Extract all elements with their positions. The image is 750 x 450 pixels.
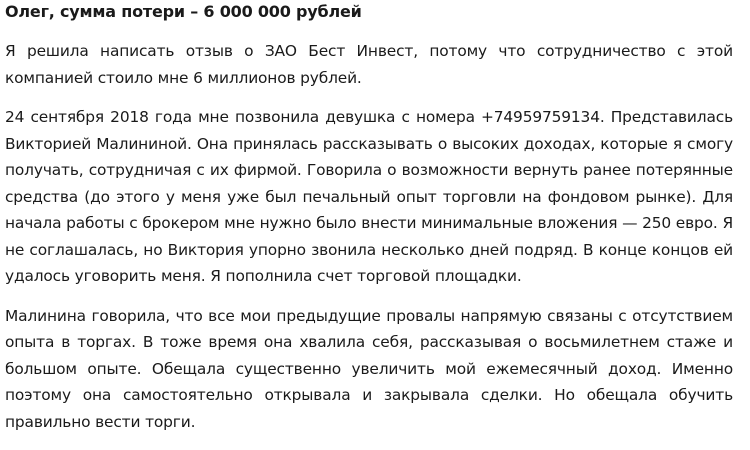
review-paragraph-1: Я решила написать отзыв о ЗАО Бест Инвест, потому что сотрудничество с этой компанией стоило мне 6 миллионов рублей. (5, 42, 733, 87)
review-paragraph-2: 24 сентября 2018 года мне позвонила девушка с номера +74959759134. Представилась Викторией Малининой. Она принялась рассказывать о высоких доходах, которые я смогу получать, сотрудничая с их фирмой. Говорила о возможности вернуть ранее потерянные средства (до этого у меня уже был печальный опыт торговли на фондовом рынке). Для начала работы с брокером мне нужно было внести минимальные вложения — 250 евро. Я не соглашалась, но Виктория упорно звонила несколько дней подряд. В конце концов ей удалось уговорить меня. Я пополнила счет торговой площадки. (5, 108, 733, 285)
review-paragraph-3: Малинина говорила, что все мои предыдущие провалы напрямую связаны с отсутствием опыта в торгах. В тоже время она хвалила себя, рассказывая о восьмилетнем стаже и большом опыте. Обещала существенно увеличить мой ежемесячный доход. Именно поэтому она самостоятельно открывала и закрывала сделки. Но обещала обучить правильно вести торги. (5, 306, 733, 431)
review-heading: Олег, сумма потери – 6 000 000 рублей (5, 2, 362, 21)
